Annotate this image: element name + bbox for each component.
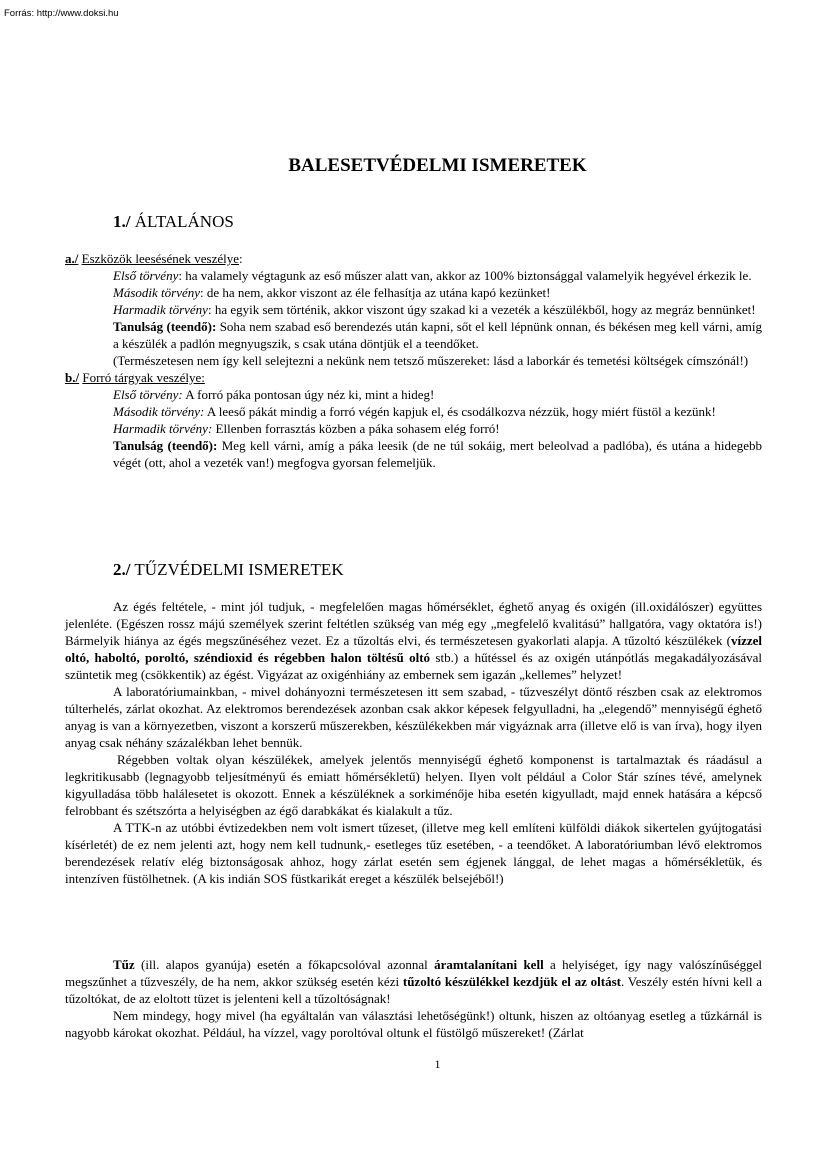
source-note: Forrás: http://www.doksi.hu (4, 8, 119, 19)
b-law-1: Első törvény: A forró páka pontosan úgy néz ki, mint a hideg! (113, 387, 435, 402)
a-law-2: Második törvény: de ha nem, akkor viszont az éle felhasítja az utána kapó kezünket! (113, 285, 551, 300)
section-2-body (65, 598, 762, 887)
fire-paragraph-5: Tűz (ill. alapos gyanúja) esetén a főkapcsolóval azonnal áramtalanítani kell a helyiséget, így nagy valószínűséggel megszűnhet a tűzveszély, de ha nem, akkor szükség esetén kézi tűzoltó készülékkel kezdjük el az oltást. Veszély estén hívni kell a tűzoltókat, de az eloltott tüzet is jelenteni kell a tűzoltóságnak! (65, 957, 763, 1006)
b-law-2: Második törvény: A leeső pákát mindig a forró végén kapjuk el, és csodálkozva nézzük, hogy miért füstöl a kezünk! (113, 404, 716, 419)
a-law-1: Első törvény: ha valamely végtagunk az eső műszer alatt van, akkor az 100% biztonsággal valamelyik hegyével érkezik le. (113, 268, 752, 283)
subsection-a-letter: a./ (65, 251, 79, 266)
subsection-b-letter: b./ (65, 370, 80, 385)
fire-paragraph-6: Nem mindegy, hogy mivel (ha egyáltalán van választási lehetőségünk!) oltunk, hiszen az oltóanyag esetleg a tűzkárnál is nagyobb károkat okozhat. Például, ha vízzel, vagy poroltóval oltunk el füstölgő műszereket! (Zárlat (65, 1008, 762, 1040)
fire-paragraph-3: Régebben voltak olyan készülékek, amelyek jelentős mennyiségű éghető komponenst is tartalmaztak és ráadásul a legkritikusabb (legnagyobb teljesítményű és emiatt hőmérsékletű) helyen. Ilyen volt például a Color Stár színes tévé, amelynek kigyulladása több halálesetet is okozott. Ennek a készüléknek a sorkiménője hiba esetén kigyulladt, majd ennek hatására a képcső felrobbant és szétszórta a helyiségben az égő darabkákat és kialakult a tűz. (65, 752, 762, 818)
a-note: (Természetesen nem így kell selejtezni a nekünk nem tetsző műszereket: lásd a laborkár és temetési költségek címszónál!) (113, 353, 749, 368)
page-title: BALESETVÉDELMI ISMERETEK (288, 155, 587, 176)
subsection-b-title: Forró tárgyak veszélye: (82, 370, 205, 385)
section-2-heading (113, 559, 344, 581)
b-lesson: Tanulság (teendő): Meg kell várni, amíg a páka leesik (de ne túl sokáig, mert beleolvad a padlóba), és utána a hidegebb végét (ott, ahol a vezeték van!) megfogva gyorsan felemeljük. (113, 438, 762, 470)
section-2-label: TŰZVÉDELMI ISMERETEK (130, 560, 344, 579)
section-1-body (65, 250, 762, 471)
fire-paragraph-1: Az égés feltétele, - mint jól tudjuk, - megfelelően magas hőmérséklet, éghető anyag és oxigén (ill.oxidálószer) együttes jelenléte. (Egészen rossz májú személyek szerint feltétlen szükség van még egy „megfelelő kvalitású” hallgatóra, vagy oktatóra is!) Bármelyik hiánya az égés megszűnéséhez vezet. Ez a tűzoltás elvi, és természetesen gyakorlati alapja. A tűzoltó készülékek (vízzel oltó, haboltó, poroltó, széndioxid és régebben halon töltésű oltó stb.) a hűtéssel és az oxigén utánpótlás megakadályozásával szüntetik meg (csökkentik) az égést. Vigyázat az oxigénhiány az embernek sem igazán „kellemes” helyzet! (65, 599, 762, 682)
section-1-heading (113, 211, 234, 233)
a-lesson: Tanulság (teendő): Soha nem szabad eső berendezés után kapni, sőt el kell lépnünk onnan, és békésen meg kell várni, amíg a készülék a padlón megnyugszik, s csak utána döntjük el a teendőket. (113, 319, 762, 351)
subsection-a-title: Eszközök leesésének veszélye (81, 251, 239, 266)
a-law-3: Harmadik törvény: ha egyik sem történik, akkor viszont úgy szakad ki a vezeték a készülékből, hogy az megráz bennünket! (113, 302, 756, 317)
section-1-label: ÁLTALÁNOS (130, 212, 234, 231)
subsection-a-heading: a./ Eszközök leesésének veszélye: (65, 251, 243, 266)
b-law-3: Harmadik törvény: Ellenben forrasztás közben a páka sohasem elég forró! (113, 421, 500, 436)
fire-paragraph-4: A TTK-n az utóbbi évtizedekben nem volt ismert tűzeset, (illetve meg kell említeni külföldi diákok sikertelen gyújtogatási kísérletét) de ez nem jelenti azt, hogy nem kell tudnunk,- esetleges tűz esetében, - a teendőket. A laboratóriumban lévő elektromos berendezések relatív elég biztonságosak ahhoz, hogy zárlat esetén sem égjenek lánggal, de lehet magas a hőmérsékletük, és intenzíven füstölhetnek. (A kis indián SOS füstkarikát ereget a készülék belsejéből!) (65, 820, 762, 886)
subsection-b-heading (65, 369, 762, 386)
page-number: 1 (434, 1057, 441, 1071)
fire-paragraph-2: A laboratóriumainkban, - mivel dohányozni természetesen itt sem szabad, - tűzveszélyt döntő részben csak az elektromos túlterhelés, zárlat okozhat. Az elektromos berendezések azonban csak akkor képesek felgyulladni, ha „elegendő” mennyiségű éghető anyag is van a környezetben, viszont a korszerű műszerekben, készülékekben már vigyáznak arra (illetve elő is van írva), hogy ilyen anyag csak néhány százalékban lehet bennük. (65, 684, 762, 750)
section-2-number: 2./ (113, 560, 131, 579)
section-2-body-continued (65, 956, 762, 1041)
section-1-number: 1./ (113, 212, 131, 231)
